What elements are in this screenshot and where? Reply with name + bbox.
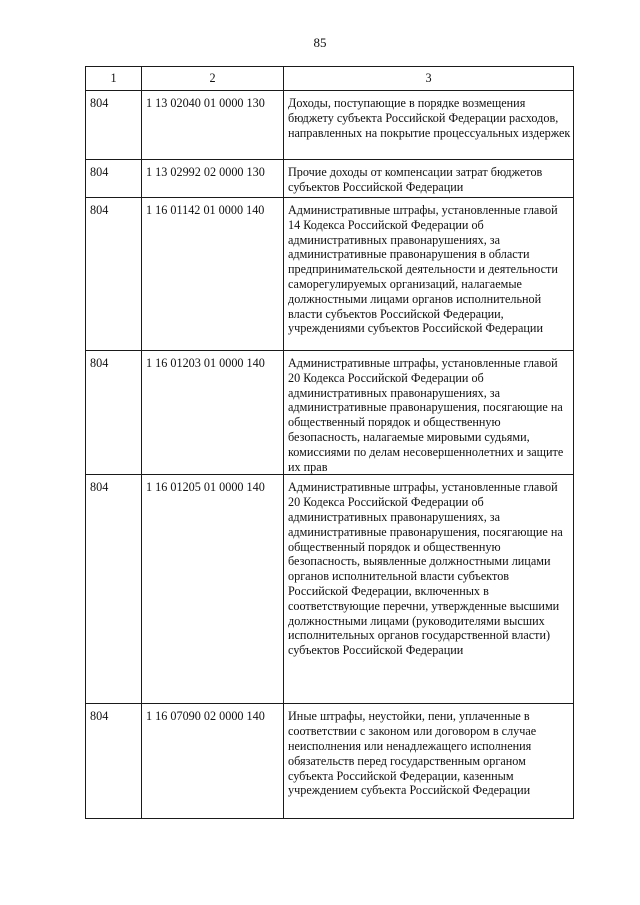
revenue-name-cell: Административные штрафы, установленные главой 14 Кодекса Российской Федерации об административных правонарушениях, за административные правонарушения в области предпринимательской деятельности и деятельности саморегулируемых организаций, налагаемые должностными лицами органов исполнительной власти субъектов Российской Федерации, учреждениями субъектов Российской Федерации [284, 198, 574, 351]
column-header-3: 3 [284, 67, 574, 91]
revenue-name-cell: Прочие доходы от компенсации затрат бюджетов субъектов Российской Федерации [284, 160, 574, 198]
admin-code-cell: 804 [86, 351, 142, 475]
admin-code-cell: 804 [86, 704, 142, 819]
admin-code-cell: 804 [86, 91, 142, 160]
table-row [86, 351, 574, 475]
page-number: 85 [313, 35, 327, 50]
table-row [86, 704, 574, 819]
admin-code-cell: 804 [86, 198, 142, 351]
column-header-1: 1 [86, 67, 142, 91]
revenue-code-cell: 1 13 02992 02 0000 130 [142, 160, 284, 198]
revenue-code-cell: 1 16 01203 01 0000 140 [142, 351, 284, 475]
admin-code-cell: 804 [86, 475, 142, 704]
revenue-code-cell: 1 13 02040 01 0000 130 [142, 91, 284, 160]
column-header-2: 2 [142, 67, 284, 91]
revenue-name-cell: Административные штрафы, установленные главой 20 Кодекса Российской Федерации об административных правонарушениях, за административные правонарушения, посягающие на общественный порядок и общественную безопасность, налагаемые мировыми судьями, комиссиями по делам несовершеннолетних и защите их прав [284, 351, 574, 475]
budget-codes-table [85, 66, 574, 819]
table-row [86, 198, 574, 351]
revenue-code-cell: 1 16 07090 02 0000 140 [142, 704, 284, 819]
table-row [86, 475, 574, 704]
revenue-name-cell: Иные штрафы, неустойки, пени, уплаченные в соответствии с законом или договором в случае неисполнения или ненадлежащего исполнения обязательств перед государственным органом субъекта Российской Федерации, казенным учреждением субъекта Российской Федерации [284, 704, 574, 819]
revenue-code-cell: 1 16 01142 01 0000 140 [142, 198, 284, 351]
revenue-name-cell: Доходы, поступающие в порядке возмещения бюджету субъекта Российской Федерации расходов, направленных на покрытие процессуальных издержек [284, 91, 574, 160]
revenue-name-cell: Административные штрафы, установленные главой 20 Кодекса Российской Федерации об административных правонарушениях, за административные правонарушения, посягающие на общественный порядок и общественную безопасность, выявленные должностными лицами органов исполнительной власти субъектов Российской Федерации, включенных в соответствующие перечни, утвержденные высшими должностными лицами (руководителями высших исполнительных органов государственной власти) субъектов Российской Федерации [284, 475, 574, 704]
table-header-row [86, 67, 574, 91]
table-row [86, 160, 574, 198]
table-row [86, 91, 574, 160]
admin-code-cell: 804 [86, 160, 142, 198]
revenue-code-cell: 1 16 01205 01 0000 140 [142, 475, 284, 704]
